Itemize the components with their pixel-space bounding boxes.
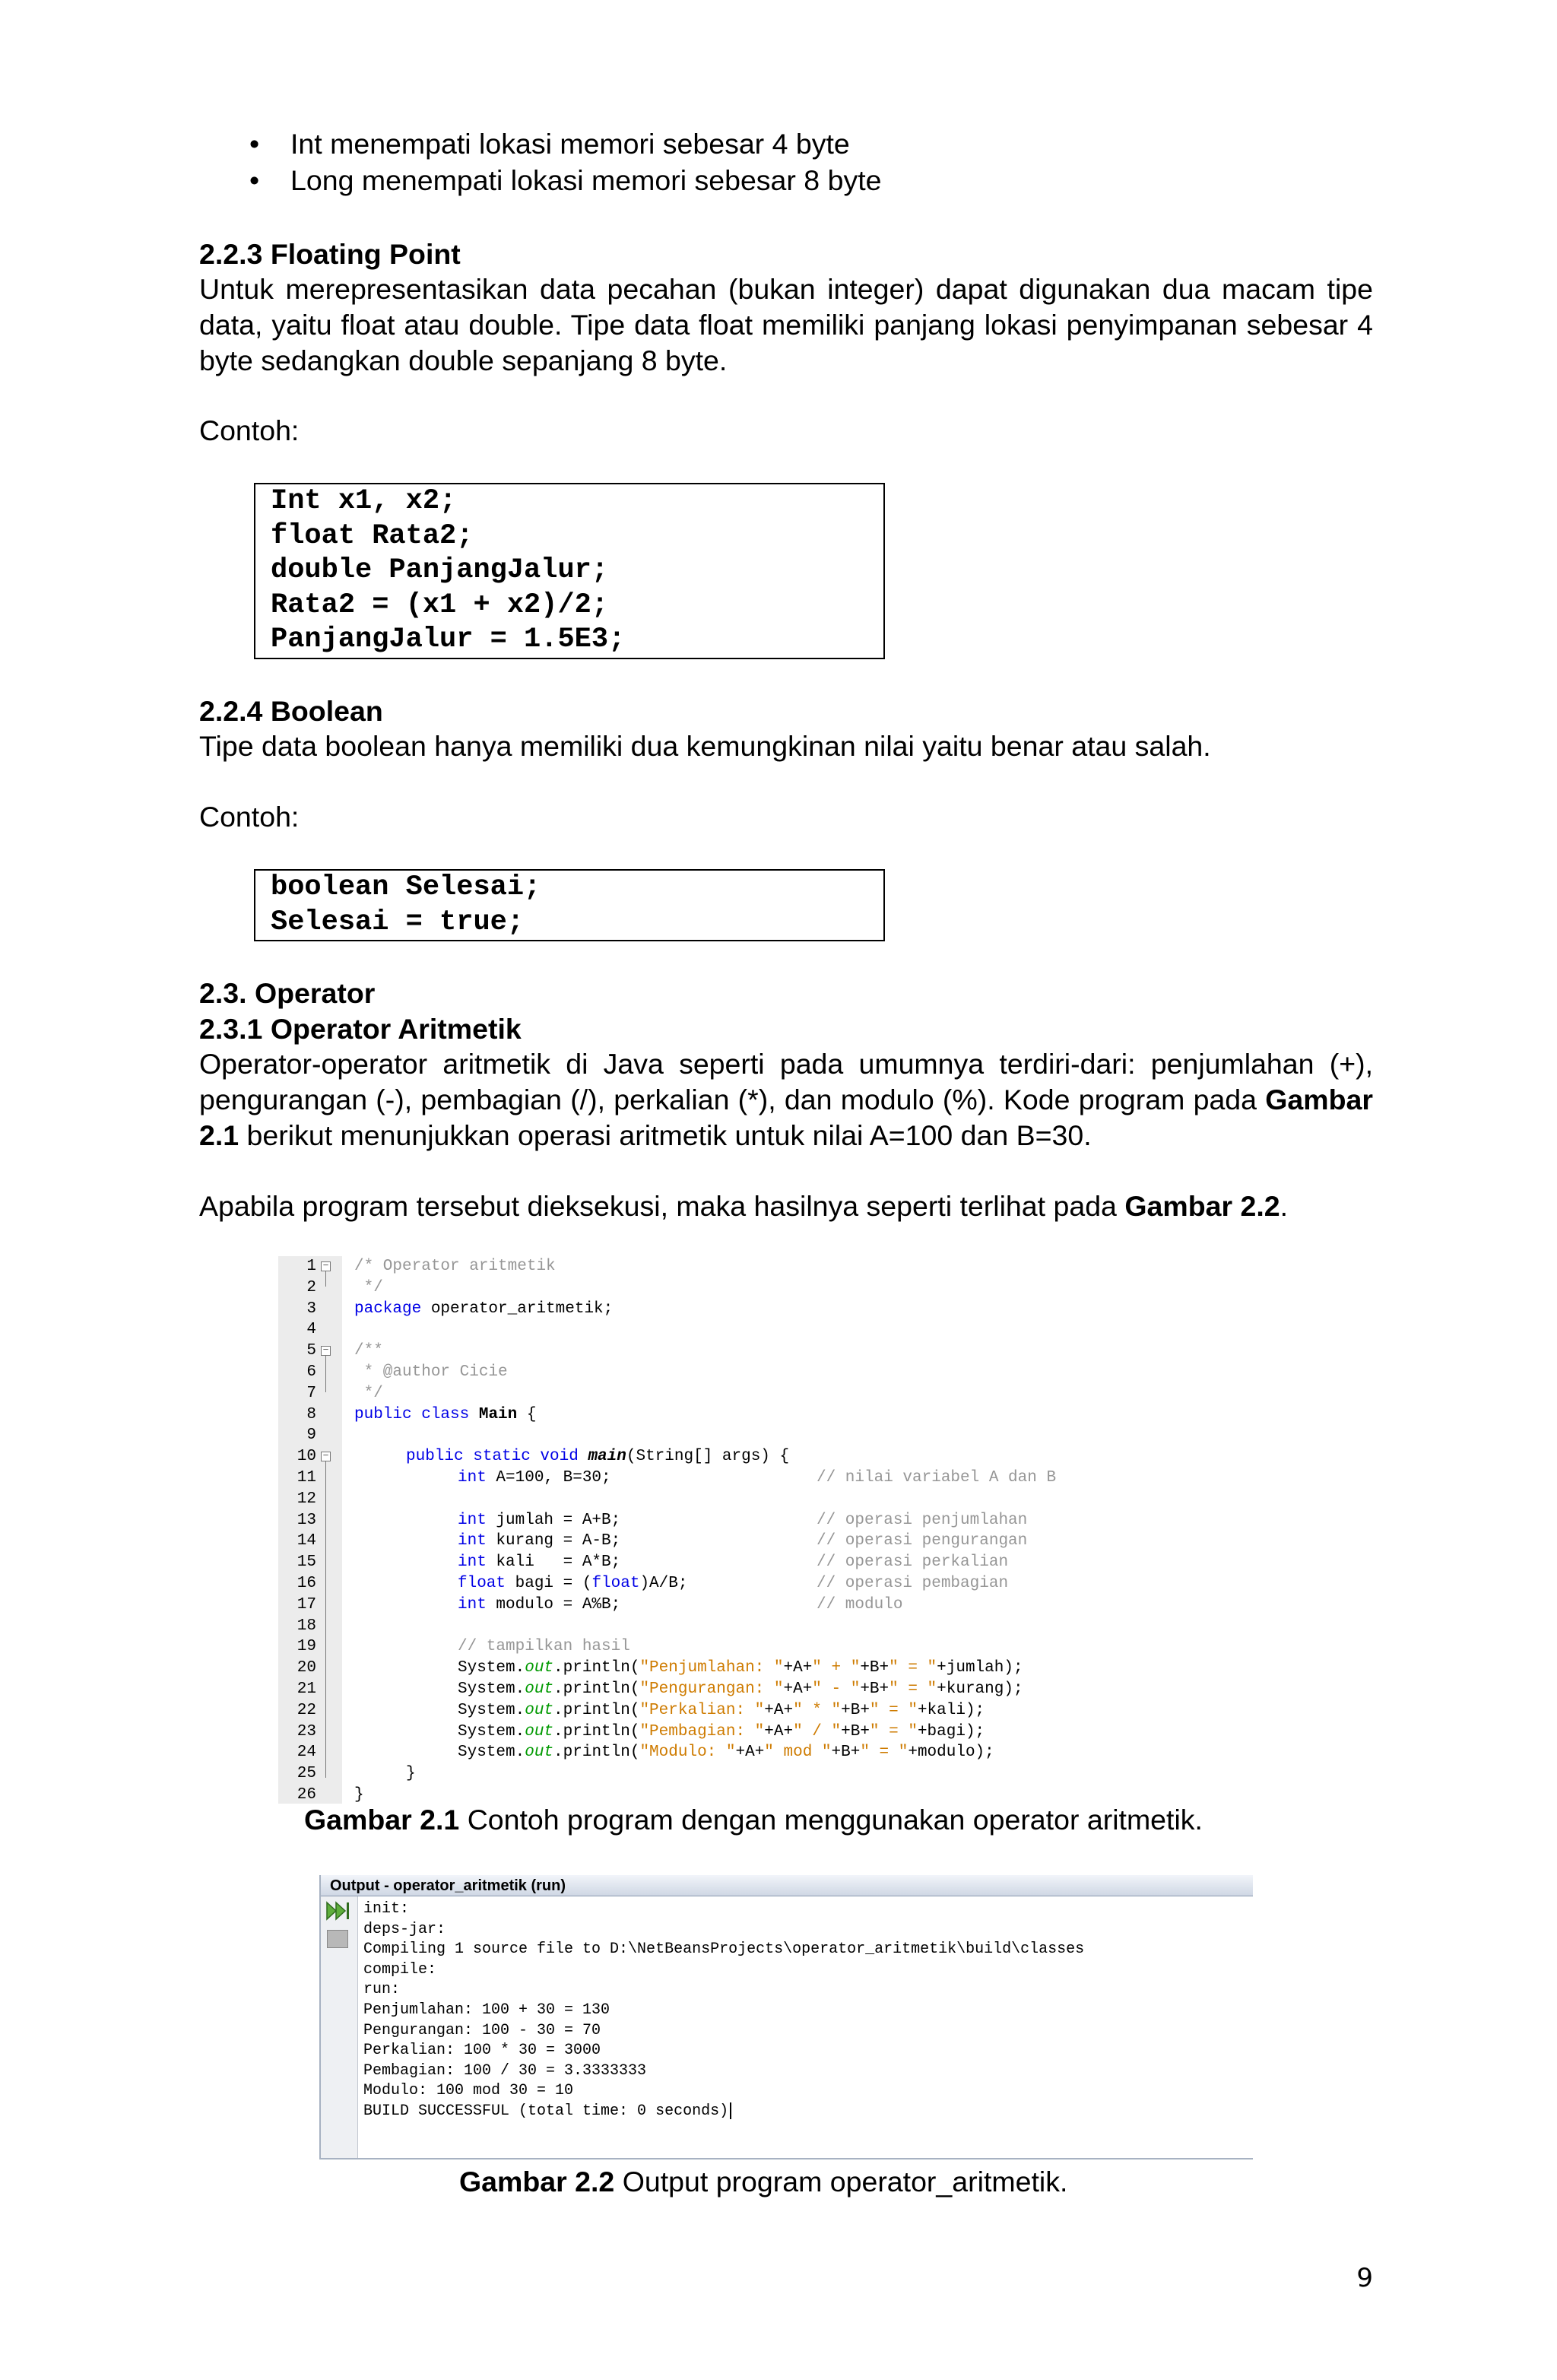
line-number: 12 [296, 1490, 316, 1508]
code-text [458, 1722, 985, 1743]
code-text: */ [354, 1384, 383, 1402]
code-text: * @author Cicie [354, 1363, 508, 1381]
console-line: Penjumlahan: 100 + 30 = 130 [363, 2001, 610, 2019]
string-literal: " = " [889, 1680, 937, 1698]
stop-icon[interactable] [327, 1930, 348, 1948]
code-line [278, 1722, 1238, 1743]
console-line: Modulo: 100 mod 30 = 10 [363, 2082, 574, 2100]
code-line [278, 1383, 1238, 1404]
code-text [458, 1552, 620, 1573]
line-number: 4 [306, 1321, 316, 1339]
code-text [406, 1446, 789, 1468]
line-number: 6 [306, 1363, 316, 1381]
line-number: 22 [296, 1701, 316, 1719]
code-text: System. [458, 1701, 525, 1719]
line-number: 7 [306, 1384, 316, 1402]
line-number: 14 [296, 1532, 316, 1550]
code-text [458, 1700, 985, 1722]
paragraph-operator-aritmetik [199, 1046, 1373, 1154]
code-line [278, 1510, 1238, 1531]
fold-collapse-icon[interactable]: − [321, 1452, 331, 1461]
code-text: (String[] args) { [626, 1448, 790, 1466]
line-number: 13 [296, 1511, 316, 1529]
console-line: run: [363, 1981, 401, 1999]
console-line: init: [363, 1900, 410, 1918]
bullet-list [199, 125, 881, 198]
code-comment: // operasi pengurangan [817, 1532, 1028, 1550]
code-text: jumlah = A+B; [486, 1511, 621, 1529]
code-editor-screenshot [278, 1256, 1238, 1804]
code-text [458, 1658, 1023, 1679]
code-line [278, 1552, 1238, 1573]
code-text: A=100, B=30; [486, 1468, 611, 1487]
keyword: float [458, 1574, 506, 1592]
line-number: 9 [306, 1426, 316, 1445]
fold-collapse-icon[interactable]: − [321, 1346, 331, 1356]
keyword: int [458, 1553, 487, 1572]
code-text: +A+ [783, 1680, 813, 1698]
console-line: Compiling 1 source file to D:\NetBeansProjects\operator_aritmetik\build\classes [363, 1940, 1085, 1959]
figure-caption [304, 1802, 1203, 1838]
contoh-label: Contoh: [199, 801, 300, 833]
code-text: +B+ [841, 1701, 870, 1719]
code-text: modulo = A%B; [486, 1595, 621, 1614]
code-line [278, 1277, 1238, 1299]
code-text [458, 1742, 994, 1763]
page-number: 9 [1356, 2263, 1373, 2293]
caption-text: Output program operator_aritmetik. [614, 2166, 1068, 2198]
code-text: .println( [553, 1680, 640, 1698]
field-name: out [525, 1722, 554, 1741]
code-text: +modulo); [908, 1744, 994, 1762]
code-line [278, 1700, 1238, 1722]
code-text: } [354, 1785, 364, 1804]
caption-text: Contoh program dengan menggunakan operator aritmetik. [459, 1804, 1203, 1836]
code-text: .println( [553, 1744, 640, 1762]
code-line [278, 1763, 1238, 1785]
string-literal: "Pembagian: " [639, 1722, 765, 1741]
code-line: Int x1, x2; [271, 485, 457, 517]
bullet-dot-icon: • [249, 164, 260, 196]
string-literal: " - " [812, 1680, 861, 1698]
bullet-item [199, 125, 881, 162]
paragraph-text: berikut menunjukkan operasi aritmetik untuk nilai A=100 dan B=30. [239, 1119, 1092, 1151]
output-window [319, 1875, 1253, 2159]
line-number: 3 [306, 1299, 316, 1318]
code-comment: // modulo [817, 1595, 903, 1614]
code-text: /** [354, 1342, 383, 1360]
figure-ref: Gambar 2.2 [1124, 1190, 1280, 1222]
code-line: Rata2 = (x1 + x2)/2; [271, 589, 609, 621]
code-comment: // operasi pembagian [817, 1574, 1009, 1592]
code-text: .println( [553, 1701, 640, 1719]
paragraph-text: Operator-operator aritmetik di Java seperti pada umumnya terdiri-dari: penjumlahan (+), pengurangan (-), pembagian (/), perkalian (*), dan modulo (%). Kode program pada [199, 1048, 1373, 1115]
console-line: deps-jar: [363, 1920, 446, 1938]
code-text: System. [458, 1659, 525, 1677]
console-line-last [363, 2102, 1084, 2122]
code-text: kurang = A-B; [486, 1532, 621, 1550]
code-text: )A/B; [639, 1574, 688, 1592]
keyword: package [354, 1299, 422, 1318]
code-line [278, 1742, 1238, 1763]
line-number: 18 [296, 1617, 316, 1635]
code-line [278, 1362, 1238, 1383]
code-text: System. [458, 1744, 525, 1762]
fold-collapse-icon[interactable]: − [321, 1261, 331, 1271]
code-line [278, 1425, 1238, 1446]
heading-floating-point: 2.2.3 Floating Point [199, 238, 461, 270]
code-box-boolean [254, 869, 885, 941]
code-text: bagi = ( [506, 1574, 592, 1592]
keyword: float [591, 1574, 640, 1592]
code-line [278, 1341, 1238, 1362]
string-literal: " = " [860, 1744, 909, 1762]
heading-boolean: 2.2.4 Boolean [199, 695, 383, 727]
code-text: System. [458, 1722, 525, 1741]
figure-caption [459, 2164, 1067, 2200]
code-text [458, 1679, 1023, 1700]
code-text: +A+ [764, 1701, 794, 1719]
heading-operator: 2.3. Operator [199, 977, 376, 1009]
bullet-text: Int menempati lokasi memori sebesar 4 byte [290, 128, 850, 160]
code-line [278, 1299, 1238, 1320]
code-line: Selesai = true; [271, 906, 525, 938]
method-name: main [588, 1448, 626, 1466]
code-line [278, 1531, 1238, 1552]
code-box-floating [254, 483, 885, 659]
code-text: operator_aritmetik; [421, 1299, 614, 1318]
string-literal: "Modulo: " [639, 1744, 736, 1762]
code-text [458, 1468, 611, 1489]
output-toolbar [321, 1896, 358, 2158]
code-line: double PanjangJalur; [271, 554, 609, 586]
contoh-label: Contoh: [199, 414, 300, 446]
code-comment: // nilai variabel A dan B [817, 1468, 1057, 1487]
keyword: public class [354, 1405, 470, 1423]
bullet-text: Long menempati lokasi memori sebesar 8 byte [290, 164, 882, 196]
code-line [278, 1468, 1238, 1489]
keyword: int [458, 1468, 487, 1487]
line-number: 24 [296, 1744, 316, 1762]
code-text: +B+ [860, 1680, 889, 1698]
line-number: 2 [306, 1278, 316, 1296]
code-line [278, 1256, 1238, 1277]
console-line: Pembagian: 100 / 30 = 3.3333333 [363, 2061, 647, 2080]
line-number: 20 [296, 1659, 316, 1677]
string-literal: "Pengurangan: " [639, 1680, 784, 1698]
string-literal: " + " [812, 1659, 861, 1677]
code-text: /* Operator aritmetik [354, 1258, 556, 1275]
paragraph-boolean: Tipe data boolean hanya memiliki dua kemungkinan nilai yaitu benar atau salah. [199, 730, 1211, 762]
console-line: compile: [363, 1960, 437, 1979]
figure-label: Gambar 2.2 [459, 2166, 615, 2198]
code-text: +kurang); [937, 1680, 1023, 1698]
console-line: Perkalian: 100 * 30 = 3000 [363, 2042, 601, 2060]
code-line [278, 1446, 1238, 1468]
bullet-item [199, 162, 881, 198]
code-line [278, 1489, 1238, 1510]
output-console [363, 1899, 1084, 2122]
code-text: .println( [553, 1722, 640, 1741]
output-window-title[interactable]: Output - operator_aritmetik (run) [321, 1875, 1253, 1896]
field-name: out [525, 1744, 554, 1762]
code-line: boolean Selesai; [271, 871, 541, 903]
code-text [458, 1531, 620, 1552]
line-number: 25 [296, 1765, 316, 1783]
line-number: 23 [296, 1722, 316, 1741]
line-number: 19 [296, 1638, 316, 1656]
code-text [458, 1595, 620, 1616]
code-line [278, 1404, 1238, 1426]
code-line: float Rata2; [271, 519, 474, 552]
line-number: 8 [306, 1405, 316, 1423]
code-line: PanjangJalur = 1.5E3; [271, 624, 626, 655]
code-text: +A+ [764, 1722, 794, 1741]
code-text: System. [458, 1680, 525, 1698]
code-comment: // tampilkan hasil [458, 1638, 630, 1656]
code-line [278, 1319, 1238, 1341]
line-number: 11 [296, 1468, 316, 1487]
code-text [354, 1404, 536, 1426]
code-text: +jumlah); [937, 1659, 1023, 1677]
code-comment: // operasi perkalian [817, 1553, 1009, 1572]
line-number: 16 [296, 1574, 316, 1592]
code-text: +B+ [860, 1659, 889, 1677]
code-text: +B+ [841, 1722, 870, 1741]
paragraph-floating-point: Untuk merepresentasikan data pecahan (bukan integer) dapat digunakan dua macam tipe data, yaitu float atau double. Tipe data float memiliki panjang lokasi penyimpanan sebesar 4 byte sedangkan double sepanjang 8 byte. [199, 273, 1373, 376]
code-line [278, 1573, 1238, 1595]
code-text: */ [354, 1278, 383, 1296]
code-text: .println( [553, 1659, 640, 1677]
string-literal: " mod " [764, 1744, 832, 1762]
string-literal: "Perkalian: " [639, 1701, 765, 1719]
string-literal: " = " [869, 1722, 918, 1741]
code-line [278, 1636, 1238, 1658]
class-name: Main [478, 1405, 518, 1423]
code-text [458, 1573, 687, 1595]
string-literal: " / " [793, 1722, 842, 1741]
code-text: } [406, 1765, 416, 1783]
bullet-dot-icon: • [249, 128, 260, 160]
string-literal: " = " [889, 1659, 937, 1677]
text-cursor [730, 2102, 731, 2119]
figure-ref: Gambar 2.1 [199, 1084, 1373, 1151]
line-number: 5 [306, 1342, 316, 1360]
field-name: out [525, 1701, 554, 1719]
paragraph-execution [199, 1188, 1373, 1224]
code-line [278, 1616, 1238, 1637]
rerun-icon[interactable] [325, 1901, 351, 1921]
string-literal: "Penjumlahan: " [639, 1659, 784, 1677]
code-text: kali = A*B; [486, 1553, 621, 1572]
code-comment: // operasi penjumlahan [817, 1511, 1028, 1529]
keyword: int [458, 1595, 487, 1614]
keyword: int [458, 1532, 487, 1550]
paragraph-text: . [1280, 1190, 1289, 1222]
keyword: int [458, 1511, 487, 1529]
line-number: 15 [296, 1553, 316, 1572]
code-text: +A+ [783, 1659, 813, 1677]
code-text [458, 1510, 620, 1531]
code-text: +kali); [917, 1701, 985, 1719]
code-text: +B+ [831, 1744, 861, 1762]
field-name: out [525, 1680, 554, 1698]
code-text: { [517, 1405, 537, 1423]
code-line [278, 1679, 1238, 1700]
console-line: BUILD SUCCESSFUL (total time: 0 seconds) [363, 2102, 729, 2120]
heading-operator-aritmetik: 2.3.1 Operator Aritmetik [199, 1013, 522, 1045]
figure-label: Gambar 2.1 [304, 1804, 460, 1836]
code-text: +bagi); [917, 1722, 985, 1741]
field-name: out [525, 1659, 554, 1677]
line-number: 10 [296, 1448, 316, 1466]
code-text [354, 1299, 613, 1320]
code-line [278, 1595, 1238, 1616]
line-number: 26 [296, 1785, 316, 1804]
keyword: public static void [406, 1448, 579, 1466]
code-line [278, 1658, 1238, 1679]
line-number: 1 [306, 1258, 316, 1275]
line-number: 21 [296, 1680, 316, 1698]
string-literal: " = " [869, 1701, 918, 1719]
paragraph-text: Apabila program tersebut dieksekusi, maka hasilnya seperti terlihat pada [199, 1190, 1125, 1222]
string-literal: " * " [793, 1701, 842, 1719]
line-number: 17 [296, 1595, 316, 1614]
console-line: Pengurangan: 100 - 30 = 70 [363, 2021, 601, 2039]
code-text: +A+ [735, 1744, 765, 1762]
